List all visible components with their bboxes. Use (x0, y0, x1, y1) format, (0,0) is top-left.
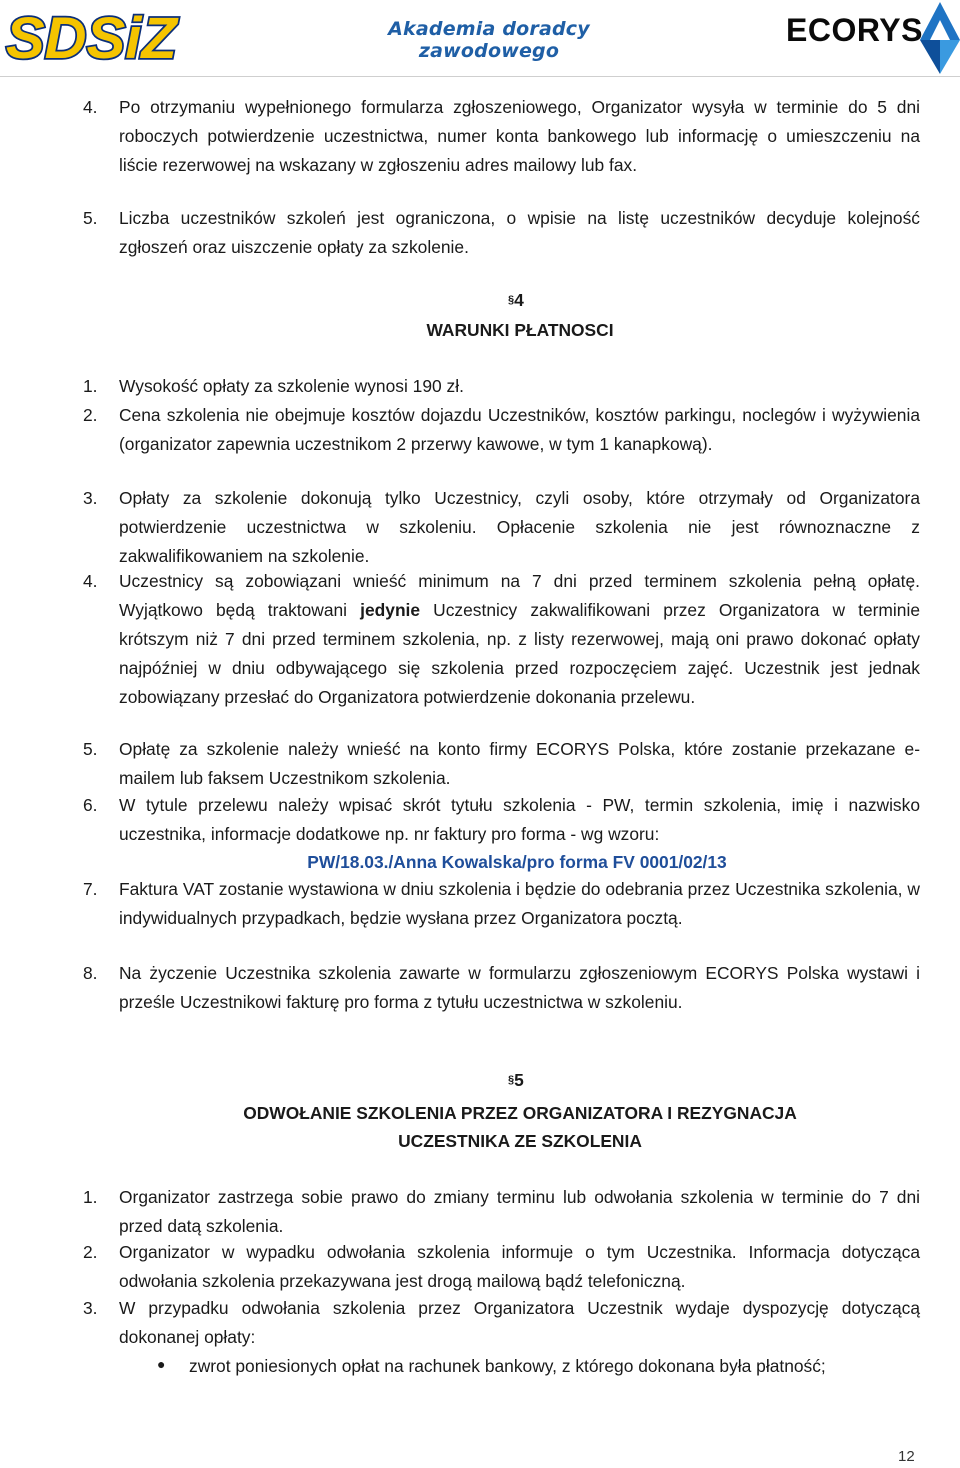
section-5-number: §5 (508, 1070, 524, 1090)
ecorys-logo-mark (918, 0, 960, 76)
page-number: 12 (898, 1448, 915, 1465)
section-5-title-line1: ODWOŁANIE SZKOLENIA PRZEZ ORGANIZATORA I REZYGNACJA (243, 1103, 797, 1123)
header-divider (0, 76, 960, 77)
emphasis-jedynie: jedynie (360, 600, 421, 620)
sdsiz-logo (2, 4, 192, 71)
ecorys-logo-text: ECORYS (786, 12, 923, 48)
section-4-title: WARUNKI PŁATNOSCI (426, 320, 614, 340)
bullet-dot-icon: ● (157, 1356, 166, 1372)
svg-text:SDSiZ: SDSiZ (6, 6, 177, 66)
section-5-title-line2: UCZESTNIKA ZE SZKOLENIA (398, 1131, 642, 1151)
page-header (0, 0, 960, 80)
section-4-number: §4 (508, 290, 524, 310)
transfer-title-example: PW/18.03./Anna Kowalska/pro forma FV 0001/02/13 (307, 852, 727, 872)
header-title: Akademia doradcy zawodowego (388, 18, 590, 62)
